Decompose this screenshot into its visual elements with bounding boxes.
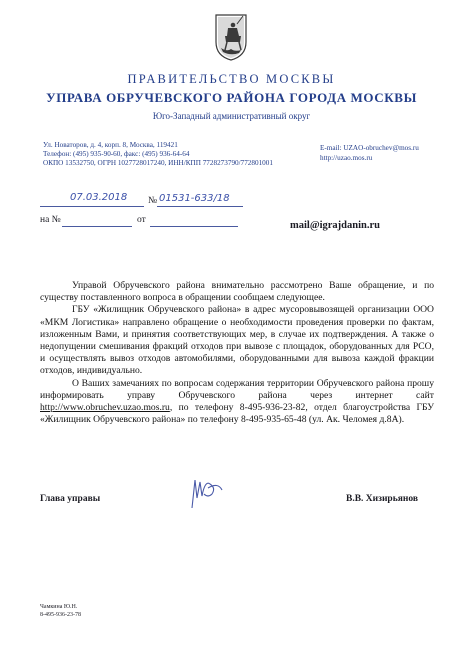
government-title: ПРАВИТЕЛЬСТВО МОСКВЫ bbox=[127, 72, 336, 86]
date-underline bbox=[40, 206, 144, 207]
body-paragraph-3-start: О Ваших замечаниях по вопросам содержания территории Обручевского района прошу информировать управу Обручевского района через интернет сайт bbox=[40, 377, 434, 401]
registry-codes-text: ОКПО 13532750, ОГРН 1027728017240, ИНН/КПП 7728273790/772801001 bbox=[43, 159, 273, 167]
district-subtitle: Юго-Западный административный округ bbox=[152, 111, 311, 121]
reference-date-line bbox=[150, 226, 238, 227]
body-paragraph-3-end: , по телефону 8-495-936-23-82, отдел благоустройства ГБУ «Жилищник Обручевского района» по телефону 8-495-935-65-48 (ул. Ак. Челомея д.8А). bbox=[40, 402, 434, 426]
executor-phone: 8-495-936-23-78 bbox=[40, 612, 81, 618]
number-underline bbox=[157, 206, 243, 207]
registration-number: 01531-633/18 bbox=[159, 193, 230, 204]
phone-text: Телефон: (495) 935-90-60, факс: (495) 936-64-64 bbox=[43, 150, 190, 158]
signatory-position: Глава управы bbox=[40, 494, 101, 504]
email-text: E-mail: UZAO-obruchev@mos.ru bbox=[320, 144, 419, 152]
signatory-name: В.В. Хизирьянов bbox=[346, 494, 418, 504]
district-website-link[interactable]: http://www.obruchev.uzao.mos.ru bbox=[40, 402, 170, 414]
body-paragraph-1: Управой Обручевского района внимательно рассмотрено Ваше обращение, и по существу поставленного вопроса в обращении сообщаем следующее. bbox=[40, 280, 434, 304]
handwritten-signature-icon bbox=[186, 474, 226, 514]
website-text: http://uzao.mos.ru bbox=[320, 154, 373, 162]
registration-date: 07.03.2018 bbox=[70, 192, 128, 203]
address-text: Ул. Новаторов, д. 4, корп. 8, Москва, 119421 bbox=[43, 141, 178, 149]
executor-name: Чамкина Ю.Н. bbox=[40, 604, 78, 610]
recipient-email: mail@igrajdanin.ru bbox=[290, 220, 380, 231]
reference-date-label: от bbox=[137, 215, 146, 225]
number-prefix: № bbox=[148, 196, 158, 206]
reference-number-label: на № bbox=[40, 215, 61, 225]
moscow-coat-of-arms-icon bbox=[213, 12, 249, 62]
body-paragraph-2: ГБУ «Жилищник Обручевского района» в адрес мусоровывозящей организации ООО «МКМ Логистика» направлено обращение о необходимости проведения проверки по фактам, изложенным Вами, и принятия соответствующих мер, в случае их подтверждения. А также о недопущении смешивания фракций отходов при вывозе с площадок, оборудованных для РСО, и осуществлять вывоз отходов автомобилями, оборудованными для вывоза каждой фракции отходов, индивидуально. bbox=[40, 304, 434, 377]
reference-number-line bbox=[62, 226, 132, 227]
authority-title: УПРАВА ОБРУЧЕВСКОГО РАЙОНА ГОРОДА МОСКВЫ bbox=[46, 90, 417, 105]
body-paragraph-3 bbox=[40, 378, 434, 427]
letter-body bbox=[40, 280, 434, 426]
